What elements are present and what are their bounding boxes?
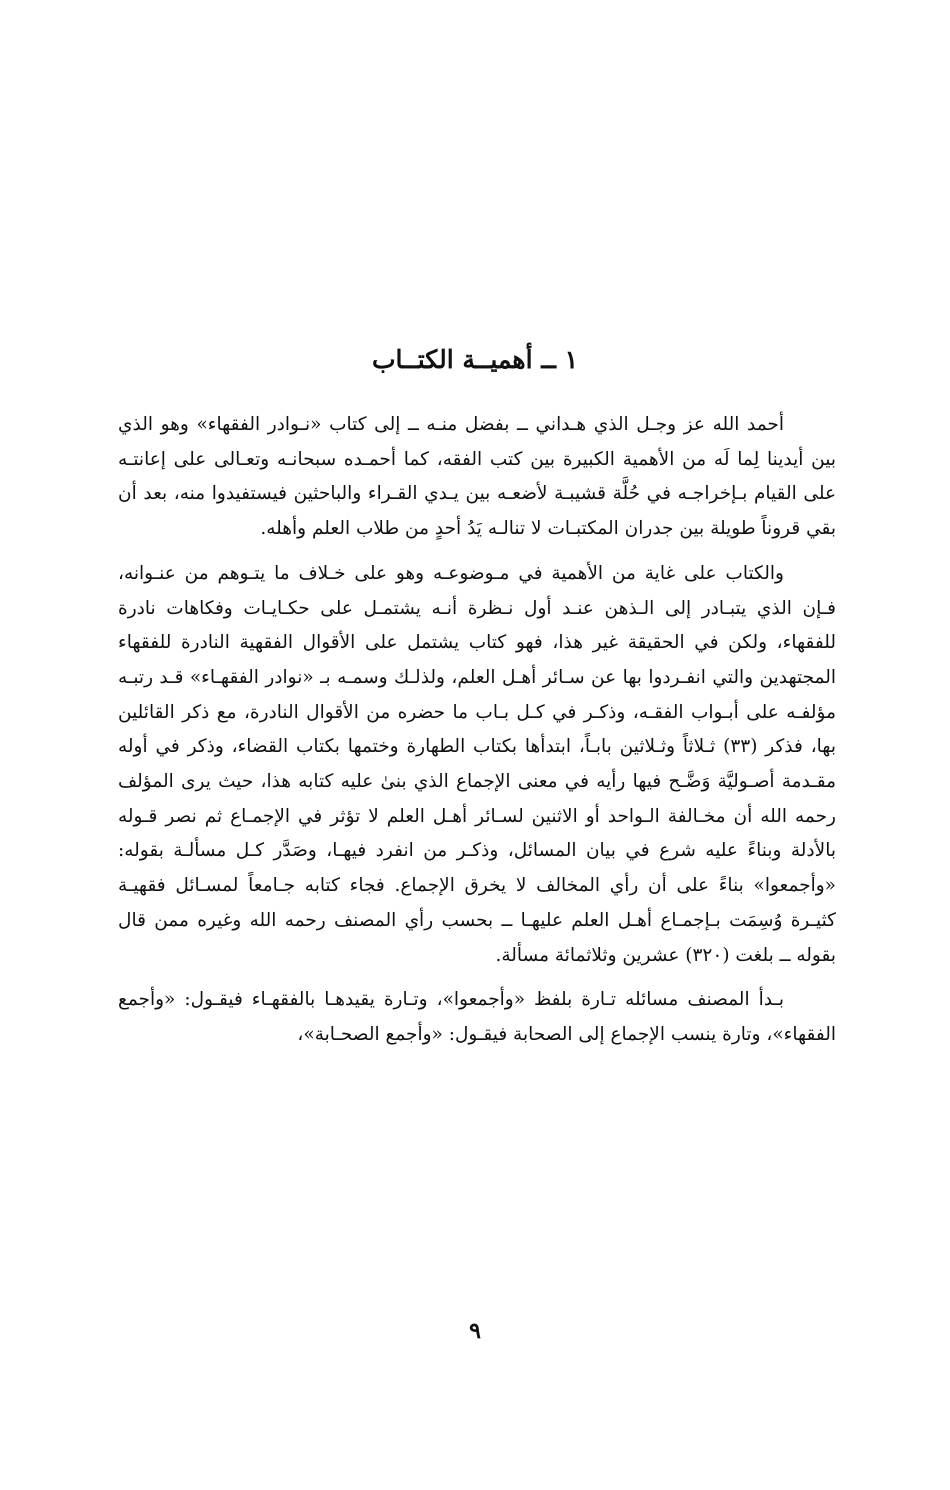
paragraph-1: أحمد الله عز وجـل الذي هـداني ــ بفضل منـه ــ إلى كتاب «نـوادر الفقهاء» وهو الذي بين أيدينا لِما لَه من الأهمية الكبيرة بين كتب الفقه، كما أحمـده سبحانـه وتعـالى على إعانتـه على القيام بـإخراجـه في حُلَّة قشيبـة لأضعـه بين يـدي القـراء والباحثين فيستفيدوا منه، بعد أن بقي قروناً طويلة بين جدران المكتبـات لا تنالـه يَدُ أحدٍ من طلاب العلم وأهله. [118,414,836,540]
paragraph-3: بـدأ المصنف مسائله تـارة بلفظ «وأجمعوا»، وتـارة يقيدهـا بالفقهـاء فيقـول: «وأجمع الفقهاء»، وتارة ينسب الإجماع إلى الصحابة فيقـول: «وأجمع الصحـابة»، [118,989,836,1045]
body-text [118,408,836,1063]
section-title: ١ ــ أهميــة الكتــاب [371,344,579,374]
paragraph-2: والكتاب على غاية من الأهمية في مـوضوعـه وهو على خـلاف ما يتـوهم من عنـوانه، فـإن الذي يتبـادر إلى الـذهن عنـد أول نـظرة أنـه يشتمـل على حكـايـات وفكاهات نادرة للفقهاء، ولكن في الحقيقة غير هذا، فهو كتاب يشتمل على الأقوال الفقهية النادرة للفقهاء المجتهدين والتي انفـردوا بها عن سـائر أهـل العلم، ولذلـك وسمـه بـ «نوادر الفقهـاء» قـد رتبـه مؤلفـه على أبـواب الفقـه، وذكـر في كـل بـاب ما حضره من الأقوال النادرة، مع ذكر القائلين بها، فذكر (٣٣) ثـلاثاً وثـلاثين بابـاً، ابتدأها بكتاب الطهارة وختمها بكتاب القضاء، وذكر في أوله مقـدمة أصـوليَّة وَضَّـح فيها رأيه في معنى الإجماع الذي بنىٰ عليه كتابه هذا، حيث يرى المؤلف رحمه الله أن مخـالفة الـواحد أو الاثنين لسـائر أهـل العلم لا تؤثر في الإجمـاع ثم نصر قـوله بالأدلة وبناءً عليه شرع في بيان المسائل، وذكـر من انفرد فيهـا، وصَدَّر كـل مسألـة بقوله: «وأجمعوا» بناءً على أن رأي المخالف لا يخرق الإجماع. فجاء كتابه جـامعاً لمسـائل فقهيـة كثيـرة وُسِمَت بـإجمـاع أهـل العلم عليهـا ــ بحسب رأي المصنف رحمه الله وغيره ممن قال بقوله ــ بلغت (٣٢٠) عشرين وثلاثمائة مسألة. [118,562,836,966]
page-number: ٩ [469,1318,481,1344]
